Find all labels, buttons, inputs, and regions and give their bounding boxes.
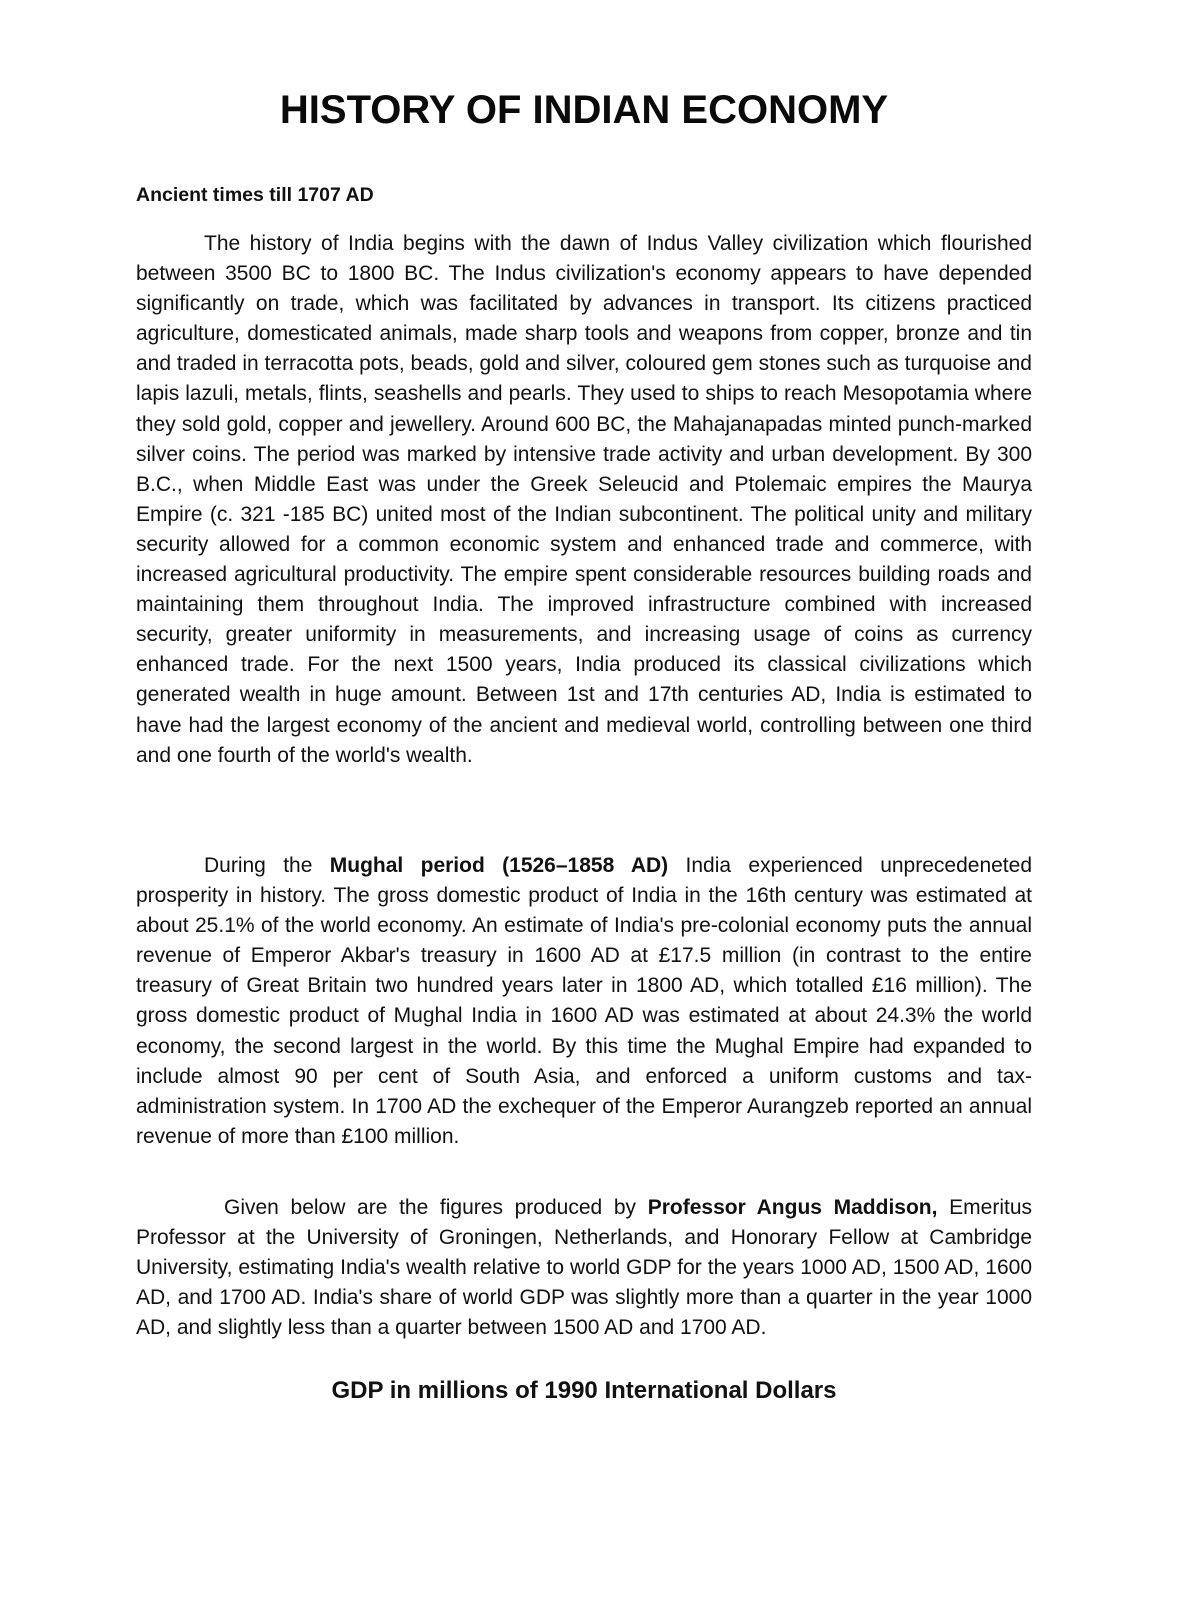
paragraph-rest: Emeritus Professor at the University of Groningen, Netherlands, and Honorary Fellow at Cambridge University, estimating India's wealth relative to world GDP for the years 1000 AD, 1500 AD, 1600 AD, and 1700 AD. India's share of world GDP was slightly more than a quarter in the year 1000 AD, and slightly less than a quarter between 1500 AD and 1700 AD. xyxy=(136,1196,1032,1340)
maddison-name-bold: Professor Angus Maddison, xyxy=(647,1196,938,1219)
section-heading: Ancient times till 1707 AD xyxy=(136,184,374,206)
paragraph-ancient-times: The history of India begins with the dawn of Indus Valley civilization which flourished between 3500 BC to 1800 BC. The Indus civilization's economy appears to have depended significantly on trade, which was facilitated by advances in transport. Its citizens practiced agriculture, domesticated animals, made sharp tools and weapons from copper, bronze and tin and traded in terracotta pots, beads, gold and silver, coloured gem stones such as turquoise and lapis lazuli, metals, flints, seashells and pearls. They used to ships to reach Mesopotamia where they sold gold, copper and jewellery. Around 600 BC, the Mahajanapadas minted punch-marked silver coins. The period was marked by intensive trade activity and urban development. By 300 B.C., when Middle East was under the Greek Seleucid and Ptolemaic empires the Maurya Empire (c. 321 -185 BC) united most of the Indian subcontinent. The political unity and military security allowed for a common economic system and enhanced trade and commerce, with increased agricultural productivity. The empire spent considerable resources building roads and maintaining them throughout India. The improved infrastructure combined with increased security, greater uniformity in measurements, and increasing usage of coins as currency enhanced trade. For the next 1500 years, India produced its classical civilizations which generated wealth in huge amount. Between 1st and 17th centuries AD, India is estimated to have had the largest economy of the ancient and medieval world, controlling between one third and one fourth of the world's wealth. xyxy=(136,232,1032,767)
mughal-period-bold: Mughal period (1526–1858 AD) xyxy=(329,854,669,877)
paragraph-mughal-period xyxy=(136,851,1032,1152)
document-page xyxy=(136,0,1032,1624)
paragraph-lead: During the xyxy=(204,854,313,877)
paragraph-lead: Given below are the figures produced by xyxy=(224,1196,637,1219)
table-title: GDP in millions of 1990 International Dollars xyxy=(331,1377,837,1404)
paragraph-rest: India experienced unprecedeneted prosperity in history. The gross domestic product of India in the 16th century was estimated at about 25.1% of the world economy. An estimate of India's pre-colonial economy puts the annual revenue of Emperor Akbar's treasury in 1600 AD at £17.5 million (in contrast to the entire treasury of Great Britain two hundred years later in 1800 AD, which totalled £16 million). The gross domestic product of Mughal India in 1600 AD was estimated at about 24.3% the world economy, the second largest in the world. By this time the Mughal Empire had expanded to include almost 90 per cent of South Asia, and enforced a uniform customs and tax-administration system. In 1700 AD the exchequer of the Emperor Aurangzeb reported an annual revenue of more than £100 million. xyxy=(136,854,1032,1148)
document-title: HISTORY OF INDIAN ECONOMY xyxy=(279,88,889,132)
paragraph-maddison xyxy=(136,1193,1032,1343)
